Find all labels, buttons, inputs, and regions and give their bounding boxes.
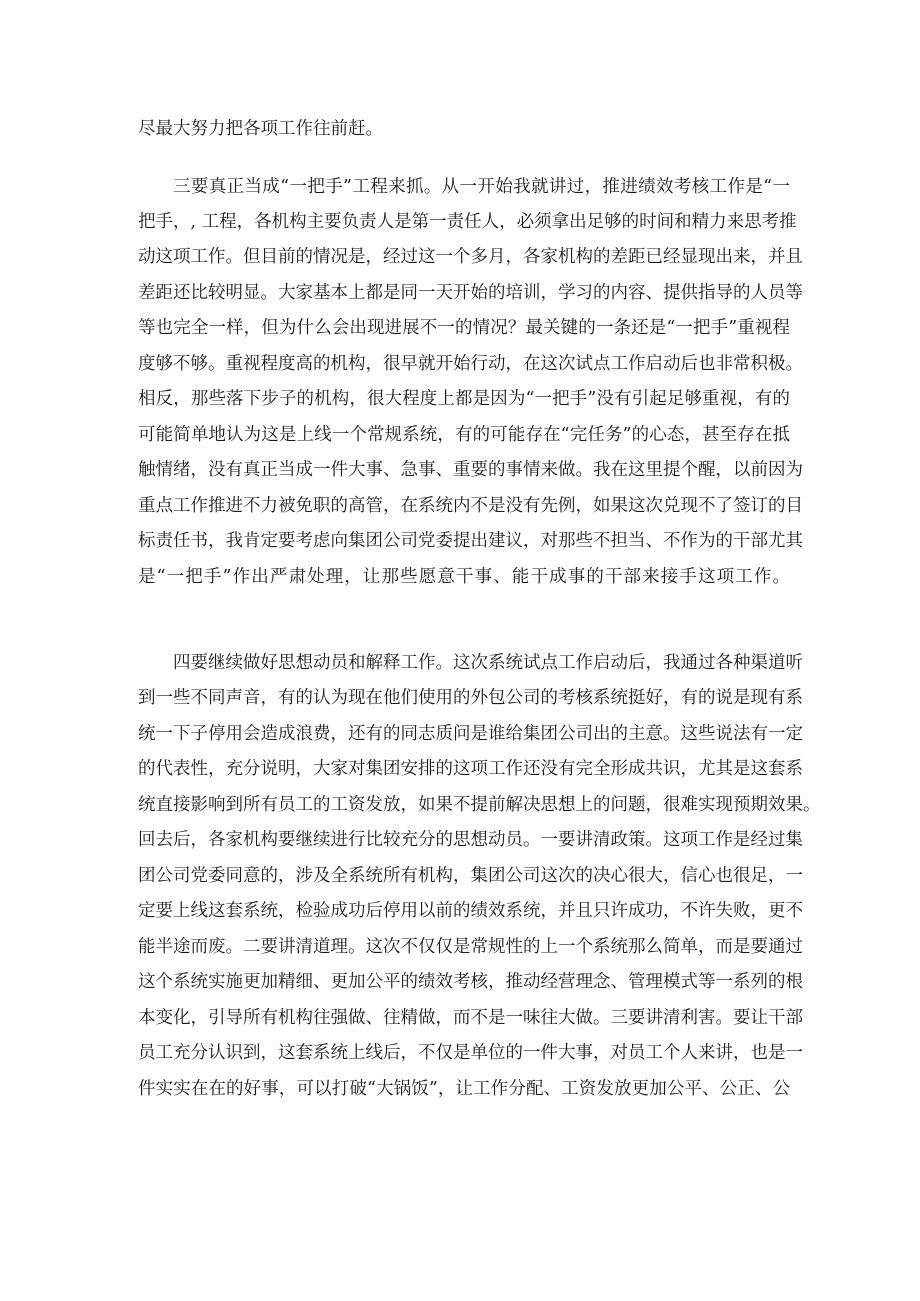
paragraph-3-line-10: 这个系统实施更加精细、更加公平的绩效考核，推动经营理念、管理模式等一系列的根: [138, 972, 803, 992]
paragraph-2-line-11: 标责任书，我肯定要考虑向集团公司党委提出建议，对那些不担当、不作为的干部尤其: [138, 531, 803, 551]
paragraph-3-line-3: 统一下子停用会造成浪费，还有的同志质问是谁给集团公司出的主意。这些说法有一定: [138, 724, 803, 744]
paragraph-2-line-2: 把手，, 工程，各机构主要负责人是第一责任人，必须拿出足够的时间和精力来思考推: [138, 212, 797, 232]
paragraph-3-line-8: 定要上线这套系统，检验成功后停用以前的绩效系统，并且只许成功，不许失败，更不: [138, 901, 803, 921]
paragraph-3-line-2: 到一些不同声音，有的认为现在他们使用的外包公司的考核系统挺好，有的说是现有系: [138, 688, 803, 708]
paragraph-2-line-12: 是“一把手”作出严肃处理，让那些愿意干事、能干成事的干部来接手这项工作。: [138, 567, 790, 587]
paragraph-3-line-11: 本变化，引导所有机构往强做、往精做，而不是一味往大做。三要讲清利害。要让干部: [138, 1008, 803, 1028]
paragraph-3-line-5: 统直接影响到所有员工的工资发放，如果不提前解决思想上的问题，很难实现预期效果。: [138, 795, 821, 815]
paragraph-3-line-9: 能半途而废。二要讲清道理。这次不仅仅是常规性的上一个系统那么简单，而是要通过: [138, 937, 803, 957]
paragraph-2-line-9: 触情绪，没有真正当成一件大事、急事、重要的事情来做。我在这里提个醒，以前因为: [138, 460, 803, 480]
paragraph-2-line-6: 度够不够。重视程度高的机构，很早就开始行动，在这次试点工作启动后也非常积极。: [138, 354, 803, 374]
paragraph-2-line-7: 相反，那些落下步子的机构，很大程度上都是因为“一把手”没有引起足够重视，有的: [138, 389, 790, 409]
paragraph-2-line-8: 可能简单地认为这是上线一个常规系统，有的可能存在“完任务”的心态，甚至存在抵: [138, 425, 790, 445]
paragraph-2-line-10: 重点工作推进不力被免职的高管，在系统内不是没有先例，如果这次兑现不了签订的目: [138, 496, 803, 516]
paragraph-3-line-13: 件实实在在的好事，可以打破“大锅饭”，让工作分配、工资发放更加公平、公正、公: [138, 1079, 790, 1099]
paragraph-1-line-1: 尽最大努力把各项工作往前赶。: [138, 119, 383, 139]
paragraph-3-line-1: 四要继续做好思想动员和解释工作。这次系统试点工作启动后，我通过各种渠道听: [173, 653, 803, 673]
paragraph-2-line-1: 三要真正当成“一把手”工程来抓。从一开始我就讲过，推进绩效考核工作是“一: [173, 177, 790, 197]
paragraph-3-line-6: 回去后，各家机构要继续进行比较充分的思想动员。一要讲清政策。这项工作是经过集: [138, 830, 803, 850]
paragraph-3-line-7: 团公司党委同意的，涉及全系统所有机构，集团公司这次的决心很大，信心也很足，一: [138, 866, 803, 886]
paragraph-2-line-5: 等也完全一样，但为什么会出现进展不一的情况？最关键的一条还是“一把手”重视程: [138, 318, 790, 338]
paragraph-3-line-4: 的代表性，充分说明，大家对集团安排的这项工作还没有完全形成共识，尤其是这套系: [138, 759, 803, 779]
paragraph-2-line-4: 差距还比较明显。大家基本上都是同一天开始的培训，学习的内容、提供指导的人员等: [138, 283, 803, 303]
paragraph-3-line-12: 员工充分认识到，这套系统上线后，不仅是单位的一件大事，对员工个人来讲，也是一: [138, 1043, 803, 1063]
paragraph-2-line-3: 动这项工作。但目前的情况是，经过这一个多月，各家机构的差距已经显现出来，并且: [138, 247, 803, 267]
